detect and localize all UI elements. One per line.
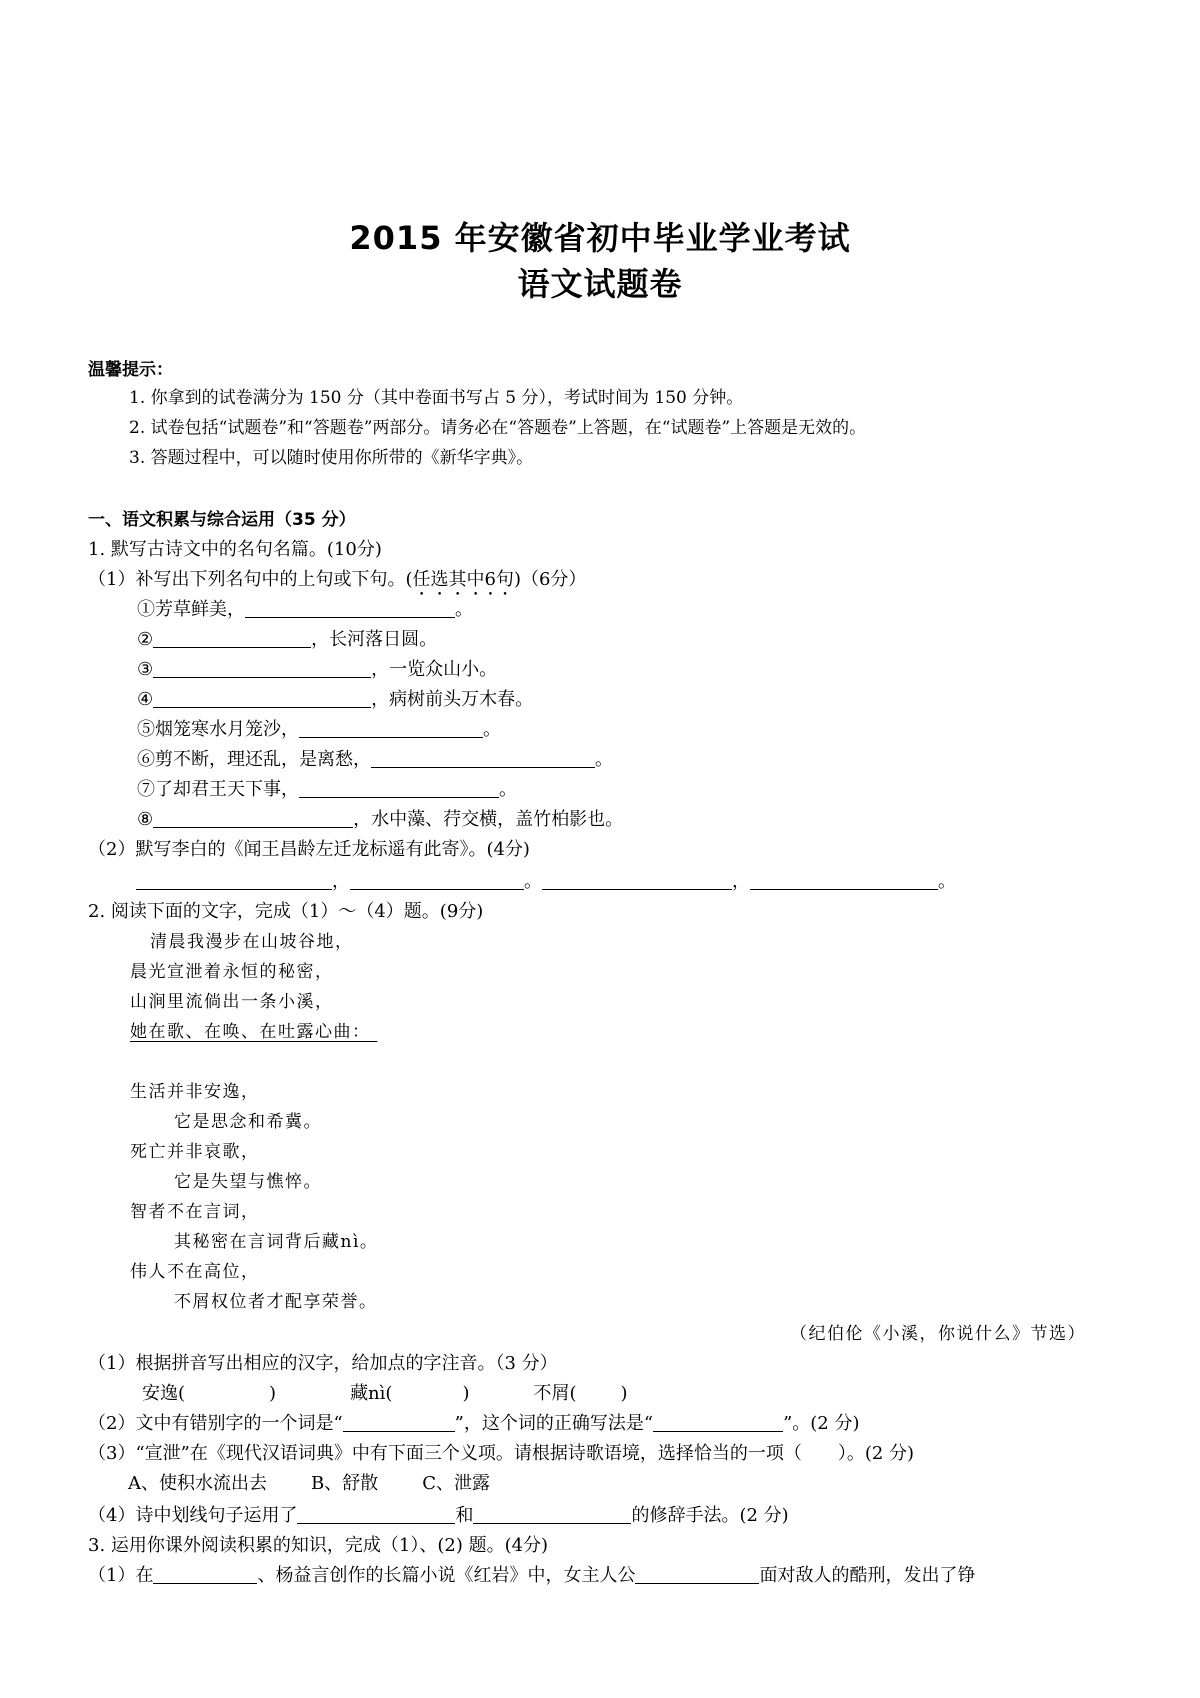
answer-blank[interactable]	[542, 871, 732, 890]
pinyin-item-label: 不屑(	[533, 1383, 577, 1404]
fill-item-2	[137, 628, 437, 652]
fill-item-suffix: ，水中藻、荇交横，盖竹柏影也。	[353, 809, 624, 830]
bracket-close: )	[620, 1383, 628, 1404]
poem-line: 它是失望与憔悴。	[174, 1172, 322, 1192]
answer-blank[interactable]	[653, 1413, 783, 1432]
fill-item-suffix: 。	[483, 719, 501, 740]
question-2-sub3: （3）“宣泄”在《现代汉语词典》中有下面三个义项。请根据诗歌语境，选择恰当的一项（ ）。(2 分)	[88, 1443, 915, 1464]
option-a: A、使积水流出去	[128, 1473, 267, 1494]
question-3-sub1	[88, 1564, 975, 1588]
answer-blank[interactable]	[297, 1505, 455, 1524]
question-3-stem: 3. 运用你课外阅读积累的知识，完成（1）、(2) 题。(4分)	[88, 1535, 549, 1556]
poem-line: 它是思念和希冀。	[174, 1112, 322, 1132]
answer-blank[interactable]	[153, 689, 371, 708]
section-heading: 一、语文积累与综合运用（35 分）	[88, 510, 356, 530]
emphasized-text: 任选其中6句	[412, 569, 514, 590]
bracket-close: )	[269, 1383, 277, 1404]
fill-item-prefix: ⑤烟笼寒水月笼沙，	[137, 719, 299, 740]
question-1-sub2: （2）默写李白的《闻王昌龄左迁龙标遥有此寄》。(4分)	[88, 839, 530, 860]
sub4-text-a: （4）诗中划线句子运用了	[88, 1505, 298, 1526]
fill-item-4	[137, 688, 533, 712]
sub4-text-c: 的修辞手法。(2 分)	[631, 1505, 789, 1526]
punctuation: ，	[332, 871, 350, 892]
answer-blank[interactable]	[153, 809, 353, 828]
answer-blank[interactable]	[635, 1565, 759, 1584]
fill-item-7	[137, 778, 517, 802]
poem-recite-blanks	[136, 870, 956, 894]
answer-blank[interactable]	[343, 1413, 455, 1432]
underline-extension	[371, 1020, 397, 1044]
option-b: B、舒散	[311, 1473, 379, 1494]
fill-item-suffix: 。	[499, 779, 517, 800]
fill-item-8	[137, 808, 623, 832]
fill-item-prefix: ①芳草鲜美，	[137, 599, 245, 620]
sub1-text-a: （1）在	[88, 1565, 154, 1586]
answer-blank[interactable]	[299, 719, 483, 738]
sub1-text-b: 、杨益言创作的长篇小说《红岩》中，女主人公	[257, 1565, 636, 1586]
fill-item-suffix: ，一览众山小。	[371, 659, 498, 680]
answer-blank[interactable]	[153, 629, 311, 648]
sub1-prefix: （1）补写出下列名句中的上句或下句。(	[88, 569, 413, 590]
question-2-stem: 2. 阅读下面的文字，完成（1）～（4）题。(9分)	[88, 901, 484, 922]
fill-item-suffix: ，病树前头万木春。	[371, 689, 534, 710]
fill-item-3	[137, 658, 497, 682]
fill-item-1	[137, 598, 473, 622]
pinyin-item-label: 安逸(	[142, 1383, 186, 1404]
fill-item-prefix: ④	[137, 689, 154, 710]
answer-blank[interactable]	[473, 1505, 631, 1524]
punctuation: 。	[938, 871, 956, 892]
fill-item-suffix: ，长河落日圆。	[311, 629, 438, 650]
poem-source: （纪伯伦《小溪，你说什么》节选）	[790, 1324, 1086, 1344]
answer-blank[interactable]	[371, 749, 595, 768]
tip-item: 3. 答题过程中，可以随时使用你所带的《新华字典》。	[129, 448, 534, 468]
fill-item-prefix: ②	[137, 629, 154, 650]
answer-blank[interactable]	[299, 779, 499, 798]
option-c: C、泄露	[422, 1473, 491, 1494]
fill-item-6	[137, 748, 613, 772]
answer-blank[interactable]	[750, 871, 938, 890]
poem-line: 死亡并非哀歌，	[130, 1142, 260, 1162]
sub4-text-b: 和	[455, 1505, 474, 1526]
tips-heading: 温馨提示：	[88, 360, 173, 380]
pinyin-item-label: 藏nì(	[350, 1383, 393, 1404]
poem-line: 山涧里流倘出一条小溪，	[130, 992, 334, 1012]
exam-subtitle: 语文试题卷	[517, 265, 683, 303]
poem-line: 清晨我漫步在山坡谷地，	[150, 932, 354, 952]
answer-blank[interactable]	[350, 871, 524, 890]
fill-item-prefix: ⑧	[137, 809, 154, 830]
sub1-text-c: 面对敌人的酷刑，发出了铮	[759, 1565, 976, 1586]
punctuation: 。	[524, 871, 542, 892]
sub2-text-a: （2）文中有错别字的一个词是“	[88, 1413, 343, 1434]
fill-item-5	[137, 718, 501, 742]
question-1-stem: 1. 默写古诗文中的名句名篇。(10分)	[88, 539, 382, 560]
fill-item-prefix: ⑦了却君王天下事，	[137, 779, 299, 800]
options-row	[128, 1472, 490, 1496]
poem-line: 智者不在言词，	[130, 1202, 260, 1222]
fill-item-suffix: 。	[455, 599, 473, 620]
answer-blank[interactable]	[153, 659, 371, 678]
bracket-close: )	[462, 1383, 470, 1404]
question-2-sub4	[88, 1504, 789, 1528]
sub1-suffix: )（6分）	[513, 569, 587, 590]
answer-blank[interactable]	[153, 1565, 257, 1584]
fill-item-suffix: 。	[595, 749, 613, 770]
question-2-sub2	[88, 1412, 859, 1436]
poem-line: 伟人不在高位，	[130, 1262, 260, 1282]
poem-line: 不屑权位者才配享荣誉。	[174, 1292, 378, 1312]
sub2-text-c: ”。(2 分)	[783, 1413, 860, 1434]
tip-item: 2. 试卷包括“试题卷”和“答题卷”两部分。请务必在“答题卷”上答题，在“试题卷”上答题是无效的。	[129, 418, 867, 438]
pinyin-items	[142, 1382, 628, 1406]
poem-underlined-line	[130, 1020, 397, 1044]
sub2-text-b: ”，这个词的正确写法是“	[454, 1413, 654, 1434]
exam-title: 2015 年安徽省初中毕业学业考试	[349, 219, 851, 257]
punctuation: ，	[732, 871, 750, 892]
answer-blank[interactable]	[245, 599, 455, 618]
tip-item: 1. 你拿到的试卷满分为 150 分（其中卷面书写占 5 分），考试时间为 150 分钟。	[129, 388, 744, 408]
fill-item-prefix: ⑥剪不断，理还乱，是离愁，	[137, 749, 371, 770]
answer-blank[interactable]	[136, 871, 332, 890]
underlined-sentence: 她在歌、在唤、在吐露心曲：	[130, 1022, 371, 1042]
question-2-sub1: （1）根据拼音写出相应的汉字，给加点的字注音。（3 分）	[88, 1353, 558, 1374]
poem-line: 生活并非安逸，	[130, 1082, 260, 1102]
question-1-sub1	[88, 568, 586, 600]
poem-line: 晨光宣泄着永恒的秘密，	[130, 962, 334, 982]
fill-item-prefix: ③	[137, 659, 154, 680]
poem-line: 其秘密在言词背后藏nì。	[174, 1232, 379, 1252]
